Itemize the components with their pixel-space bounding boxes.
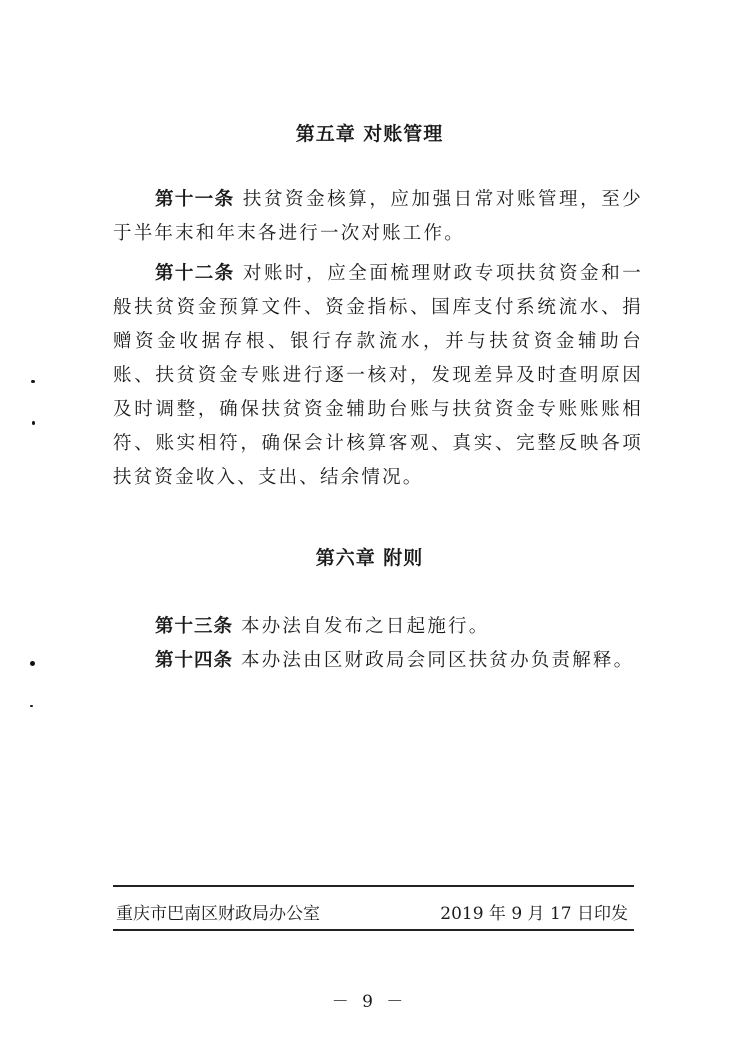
footer-top-rule [113,885,634,887]
footer-date: 2019 年 9 月 17 日印发 [440,904,628,924]
article-11 [113,183,643,251]
scan-mark [30,661,35,666]
scan-mark [32,421,35,425]
article-14-text: 本办法由区财政局会同区扶贫办负责解释。 [241,650,635,671]
article-12-text: 对账时，应全面梳理财政专项扶贫资金和一般扶贫资金预算文件、资金指标、国库支付系统流水、捐赠资金收据存根、银行存款流水，并与扶贫资金辅助台账、扶贫资金专账进行逐一核对，发现差异及时查明原因及时调整，确保扶贫资金辅助台账与扶贫资金专账账账相符、账实相符，确保会计核算客观、真实、完整反映各项扶贫资金收入、支出、结余情况。 [113,263,643,488]
article-13-text: 本办法自发布之日起施行。 [241,616,490,637]
article-13 [113,610,643,644]
footer-issuer: 重庆市巴南区财政局办公室 [116,904,320,924]
page-number: － 9 － [331,992,408,1012]
article-14 [113,644,643,678]
article-12 [113,257,643,495]
article-14-label: 第十四条 [155,650,234,671]
article-11-label: 第十一条 [155,189,235,210]
chapter-6-title: 第六章 附则 [315,547,424,569]
chapter-5-title: 第五章 对账管理 [295,123,444,145]
article-11-text: 扶贫资金核算，应加强日常对账管理，至少于半年末和年末各进行一次对账工作。 [113,189,643,244]
article-13-label: 第十三条 [155,616,234,637]
scan-mark [30,705,33,707]
footer-row [116,899,628,924]
footer-bottom-rule [113,929,634,931]
scan-mark [31,380,35,383]
article-12-label: 第十二条 [155,263,235,284]
